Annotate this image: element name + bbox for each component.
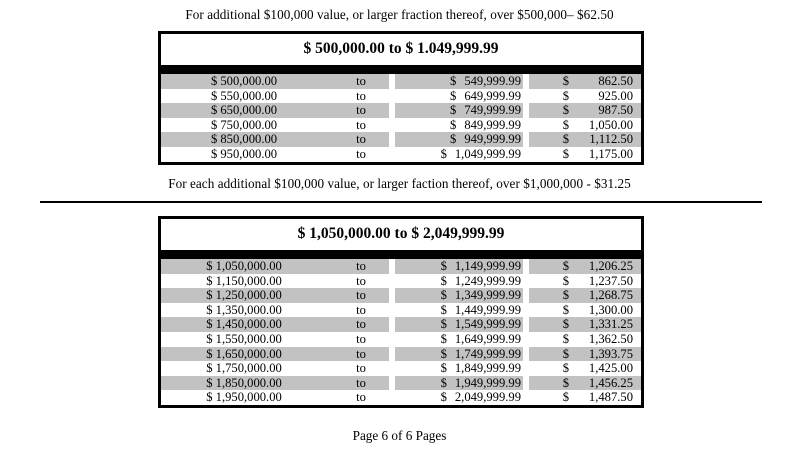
range-connector: to [356,146,366,161]
fee-amount: 1,237.50 [588,273,633,288]
range-low-value: $ 1,450,000.00 [206,317,282,332]
range-connector: to [356,117,366,132]
column-separator [523,147,529,162]
currency-symbol: $ [562,288,569,303]
range-low-value: $ 950,000.00 [210,146,278,161]
range-low-value: $ 1,150,000.00 [206,273,282,288]
fee-table-500k-title: $ 500,000.00 to $ 1.049,999.99 [161,34,641,65]
fee-table-500k-title-rule [161,65,641,74]
fee-amount: 1,175.00 [588,146,633,161]
range-high-amount: 549,999.99 [464,74,521,88]
table-row [161,361,641,376]
range-low-value: $ 1,250,000.00 [206,288,282,303]
currency-symbol: $ [440,390,447,405]
range-high-value [395,288,523,303]
range-high-amount: 1,249,999.99 [454,273,521,288]
range-connector: to [356,259,366,273]
column-separator [523,259,529,274]
range-high-amount: 749,999.99 [464,103,521,118]
fee-amount: 925.00 [598,88,633,103]
fee-value [537,259,641,274]
range-low-value: $ 1,550,000.00 [206,331,282,346]
range-high-amount: 949,999.99 [464,132,521,147]
currency-symbol: $ [450,117,457,132]
fee-value [537,317,641,332]
table-row [161,332,641,347]
range-high-value [395,274,523,289]
column-separator [523,74,529,89]
fee-table-500k [158,31,644,165]
column-separator [523,390,529,405]
fee-amount: 1,112.50 [589,132,633,147]
fee-value [537,361,641,376]
currency-symbol: $ [440,317,447,332]
currency-symbol: $ [562,375,569,390]
range-high-value [395,347,523,362]
range-connector: to [356,331,366,346]
range-high-value [395,390,523,405]
column-separator [523,132,529,147]
range-high-amount: 849,999.99 [464,117,521,132]
fee-amount: 1,425.00 [588,361,633,376]
fee-amount: 1,050.00 [588,117,633,132]
range-low-value: $ 500,000.00 [210,74,278,88]
range-high-value [395,259,523,274]
column-separator [523,332,529,347]
range-high-value [395,132,523,147]
currency-symbol: $ [440,273,447,288]
fee-value [537,288,641,303]
column-separator [523,89,529,104]
range-high-value [395,317,523,332]
fee-value [537,103,641,118]
column-separator [523,317,529,332]
currency-symbol: $ [562,273,569,288]
currency-symbol: $ [440,146,447,161]
currency-symbol: $ [450,74,457,88]
fee-value [537,376,641,391]
fee-value [537,347,641,362]
table-row [161,147,641,162]
table-row [161,376,641,391]
fee-table-1050k-title: $ 1,050,000.00 to $ 2,049,999.99 [161,219,641,250]
table-row [161,259,641,274]
range-connector: to [356,361,366,376]
column-separator [523,347,529,362]
currency-symbol: $ [440,288,447,303]
fee-value [537,89,641,104]
note-above-table-1: For additional $100,000 value, or larger fraction thereof, over $500,000– $62.50 [185,7,614,22]
currency-symbol: $ [562,346,569,361]
currency-symbol: $ [450,132,457,147]
table-row [161,132,641,147]
range-connector: to [356,390,366,405]
range-low-value: $ 850,000.00 [210,132,278,147]
fee-value [537,147,641,162]
range-high-amount: 1,649,999.99 [454,331,521,346]
range-connector: to [356,88,366,103]
fee-amount: 1,331.25 [588,317,633,332]
fee-amount: 1,487.50 [588,390,633,405]
fee-amount: 1,456.25 [588,375,633,390]
currency-symbol: $ [562,331,569,346]
table-row [161,103,641,118]
range-low-value: $ 750,000.00 [210,117,278,132]
range-high-amount: 1,149,999.99 [454,259,521,273]
table-row [161,347,641,362]
currency-symbol: $ [562,302,569,317]
range-connector: to [356,273,366,288]
fee-amount: 1,362.50 [588,331,633,346]
range-low-value: $ 1,750,000.00 [206,361,282,376]
fee-amount: 1,300.00 [588,302,633,317]
currency-symbol: $ [440,346,447,361]
fee-amount: 862.50 [598,74,633,88]
range-connector: to [356,317,366,332]
fee-value [537,118,641,133]
fee-amount: 1,393.75 [588,346,633,361]
table-row [161,74,641,89]
fee-amount: 987.50 [598,103,633,118]
range-high-amount: 1,349,999.99 [454,288,521,303]
range-high-amount: 2,049,999.99 [454,390,521,405]
range-high-value [395,118,523,133]
currency-symbol: $ [562,259,569,273]
currency-symbol: $ [562,317,569,332]
range-high-amount: 1,449,999.99 [454,302,521,317]
range-low-value: $ 550,000.00 [210,88,278,103]
currency-symbol: $ [562,74,569,88]
range-low-value: $ 1,850,000.00 [206,375,282,390]
section-divider [40,201,762,203]
table-row [161,274,641,289]
currency-symbol: $ [562,390,569,405]
note-above-table-2: For each additional $100,000 value, or larger faction thereof, over $1,000,000 - $31.25 [168,176,631,191]
currency-symbol: $ [562,117,569,132]
range-high-value [395,361,523,376]
fee-table-1050k-title-rule [161,250,641,259]
range-high-value [395,103,523,118]
range-low-value: $ 650,000.00 [210,103,278,118]
fee-value [537,390,641,405]
currency-symbol: $ [440,361,447,376]
range-connector: to [356,375,366,390]
range-high-amount: 1,549,999.99 [454,317,521,332]
table-row [161,303,641,318]
currency-symbol: $ [562,132,569,147]
range-low-value: $ 1,050,000.00 [206,259,282,273]
table-row [161,118,641,133]
range-high-value [395,332,523,347]
currency-symbol: $ [562,103,569,118]
fee-value [537,274,641,289]
range-low-value: $ 1,650,000.00 [206,346,282,361]
fee-value [537,132,641,147]
range-connector: to [356,103,366,118]
range-high-amount: 649,999.99 [464,88,521,103]
page-footer: Page 6 of 6 Pages [352,428,447,443]
fee-amount: 1,268.75 [588,288,633,303]
currency-symbol: $ [440,375,447,390]
currency-symbol: $ [562,361,569,376]
currency-symbol: $ [562,146,569,161]
column-separator [523,118,529,133]
range-low-value: $ 1,950,000.00 [206,390,282,405]
range-high-value [395,376,523,391]
table-row [161,288,641,303]
range-low-value: $ 1,350,000.00 [206,302,282,317]
range-high-value [395,74,523,89]
fee-amount: 1,206.25 [588,259,633,273]
column-separator [523,103,529,118]
table-row [161,89,641,104]
column-separator [523,303,529,318]
range-connector: to [356,302,366,317]
currency-symbol: $ [450,88,457,103]
currency-symbol: $ [440,302,447,317]
range-high-amount: 1,749,999.99 [454,346,521,361]
fee-table-500k-rows [161,74,641,162]
column-separator [523,361,529,376]
range-high-value [395,147,523,162]
currency-symbol: $ [450,103,457,118]
column-separator [523,288,529,303]
range-high-value [395,303,523,318]
fee-table-1050k [158,216,644,408]
column-separator [523,376,529,391]
table-row [161,390,641,405]
range-connector: to [356,288,366,303]
range-high-amount: 1,949,999.99 [454,375,521,390]
range-high-amount: 1,849,999.99 [454,361,521,376]
range-connector: to [356,74,366,88]
column-separator [523,274,529,289]
currency-symbol: $ [440,259,447,273]
currency-symbol: $ [440,331,447,346]
range-high-amount: 1,049,999.99 [454,146,521,161]
fee-value [537,332,641,347]
fee-value [537,74,641,89]
currency-symbol: $ [562,88,569,103]
range-connector: to [356,132,366,147]
fee-value [537,303,641,318]
table-row [161,317,641,332]
range-high-value [395,89,523,104]
fee-table-1050k-rows [161,259,641,405]
range-connector: to [356,346,366,361]
